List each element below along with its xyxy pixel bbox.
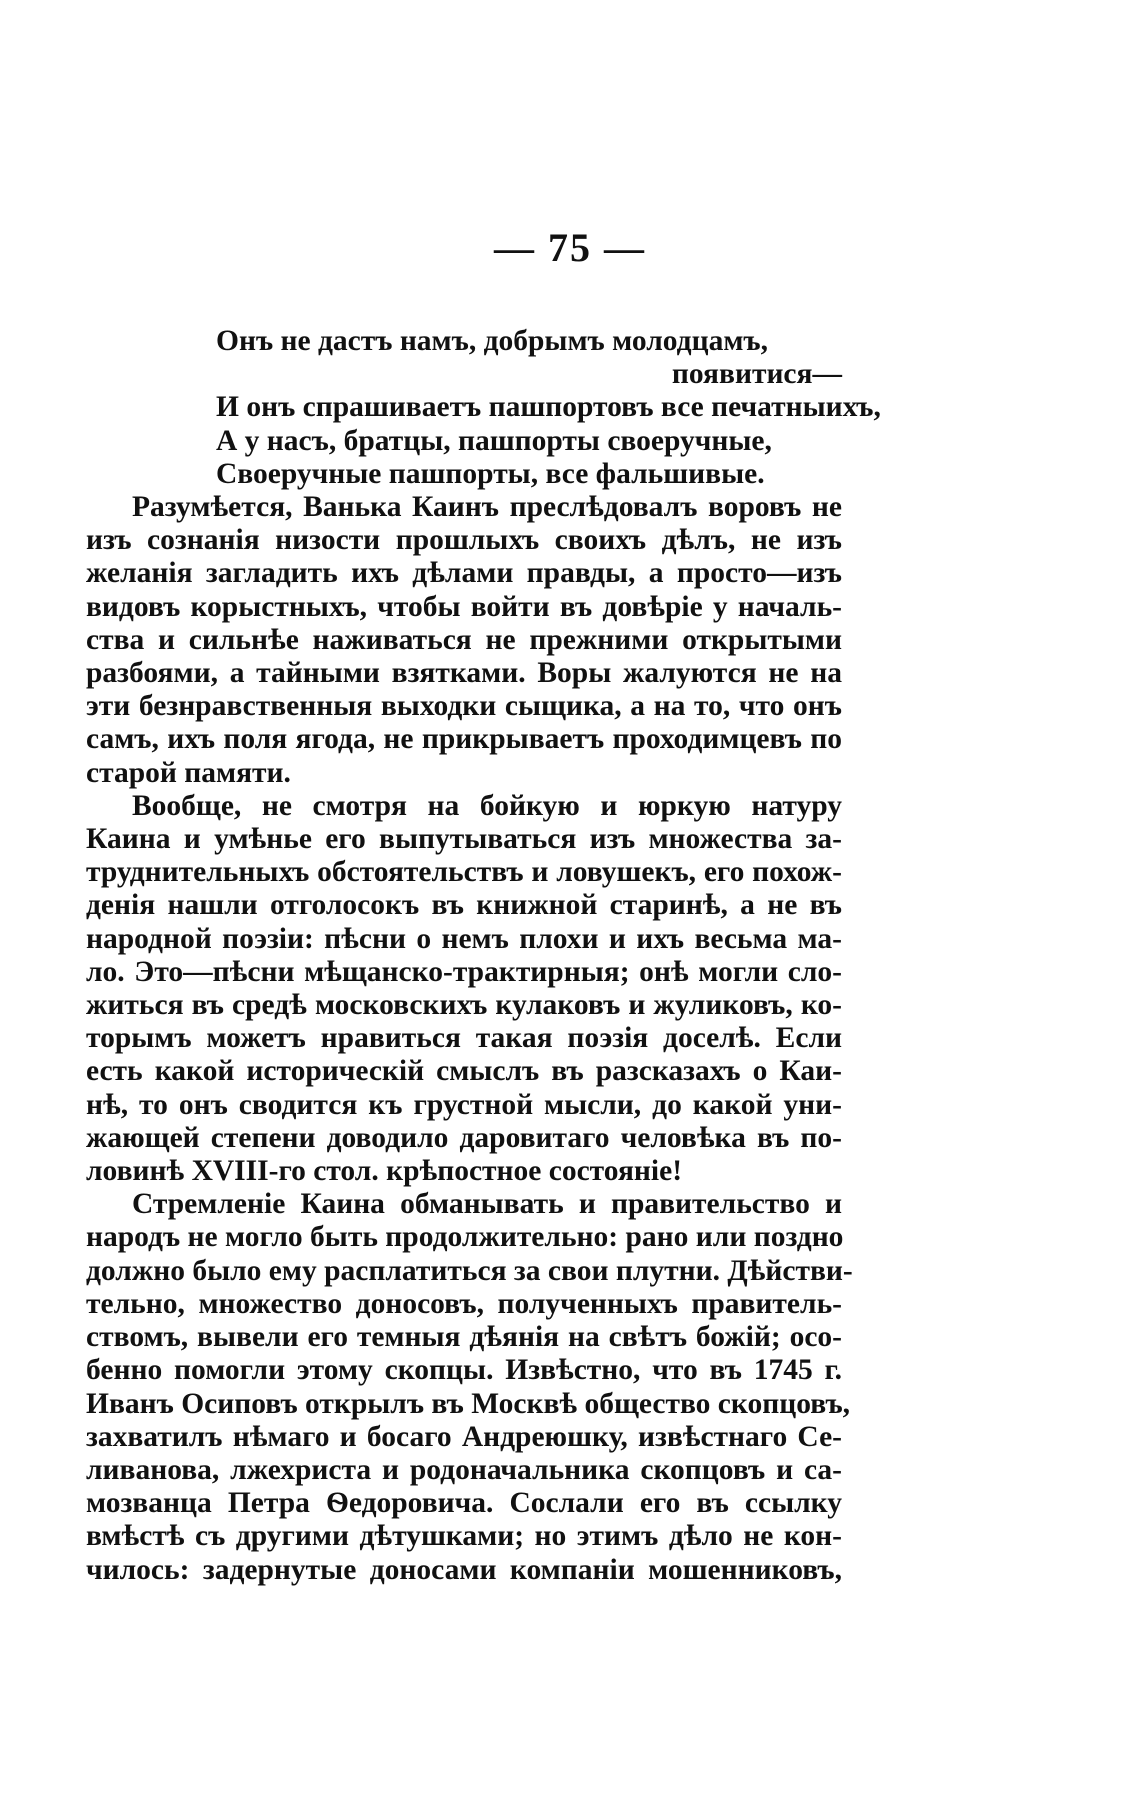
text-line: есть какой историческій смыслъ въ разсказахъ о Каи- [86,1055,842,1088]
text-line: Вообще, не смотря на бойкую и юркую натуру [132,789,842,822]
text-line: мозванца Петра Ѳедоровича. Сослали его въ ссылку [86,1487,842,1520]
text-line: ствомъ, вывели его темныя дѣянія на свѣтъ божій; осо- [86,1321,842,1354]
paragraph-3 [86,1188,853,1586]
text-line: житься въ средѣ московскихъ кулаковъ и жуликовъ, ко- [86,989,842,1022]
page-body [86,325,881,1587]
verse-line: И онъ спрашиваетъ пашпортовъ все печатныихъ, [216,391,881,424]
page-number: — 75 — [494,225,646,270]
text-line: должно было ему расплатиться за свои плутни. Дѣйстви- [86,1254,853,1287]
text-line: нѣ, то онъ сводится къ грустной мысли, до какой уни- [86,1088,842,1121]
verse-line: А у насъ, братцы, пашпорты своеручные, [216,424,772,457]
text-line: эти безнравственныя выходки сыщика, а на то, что онъ [86,690,842,723]
text-line: самъ, ихъ поля ягода, не прикрываетъ проходимцевъ по [86,723,842,756]
text-line: ства и сильнѣе наживаться не прежними открытыми [86,623,842,656]
text-line: Иванъ Осиповъ открылъ въ Москвѣ общество скопцовъ, [86,1387,851,1420]
text-line: тельно, множество доносовъ, полученныхъ правитель- [86,1287,842,1320]
paragraph-2 [86,790,842,1188]
text-line: ло. Это—пѣсни мѣщанско-трактирныя; онѣ могли сло- [86,955,842,988]
text-line: вмѣстѣ съ другими дѣтушками; но этимъ дѣло не кон- [86,1520,842,1553]
text-line: разбоями, а тайными взятками. Воры жалуются не на [86,657,842,690]
text-line: изъ сознанія низости прошлыхъ своихъ дѣлъ, не изъ [86,524,842,557]
text-line: денія нашли отголосокъ въ книжной старинѣ, а не въ [86,889,842,922]
text-line: ловинѣ XVIII-го стол. крѣпостное состояніе! [86,1155,683,1188]
text-line: Стремленіе Каина обманывать и правительство и [132,1188,842,1221]
text-line: старой памяти. [86,756,291,789]
text-line: ливанова, лжехриста и родоначальника скопцовъ и са- [86,1453,842,1486]
text-line: Разумѣется, Ванька Каинъ преслѣдовалъ воровъ не [132,491,842,524]
text-line: чилось: задернутые доносами компаніи мошенниковъ, [86,1553,842,1586]
text-line: жающей степени доводило даровитаго человѣка въ по- [86,1121,842,1154]
text-line: бенно помогли этому скопцы. Извѣстно, что въ 1745 г. [86,1354,842,1387]
verse-line: Онъ не дастъ намъ, добрымъ молодцамъ, [216,325,768,357]
text-line: желанія загладить ихъ дѣлами правды, а просто—изъ [86,557,842,590]
text-line: народъ не могло быть продолжительно: рано или поздно [86,1221,844,1254]
text-line: народной поэзіи: пѣсни о немъ плохи и ихъ весьма ма- [86,922,842,955]
text-line: Каина и умѣнье его выпутываться изъ множества за- [86,823,842,856]
verse-line: появитися— [671,358,842,391]
text-line: торымъ можетъ нравиться такая поэзія доселѣ. Если [86,1022,842,1055]
verse-line: Своеручные пашпорты, все фальшивые. [216,457,765,490]
text-line: захватилъ нѣмаго и босаго Андреюшку, извѣстнаго Се- [86,1420,842,1453]
text-line: труднительныхъ обстоятельствъ и ловушекъ, его похож- [86,856,842,889]
song-verse [86,325,881,491]
paragraph-1 [86,491,842,790]
text-line: видовъ корыстныхъ, чтобы войти въ довѣріе у началь- [86,590,842,623]
